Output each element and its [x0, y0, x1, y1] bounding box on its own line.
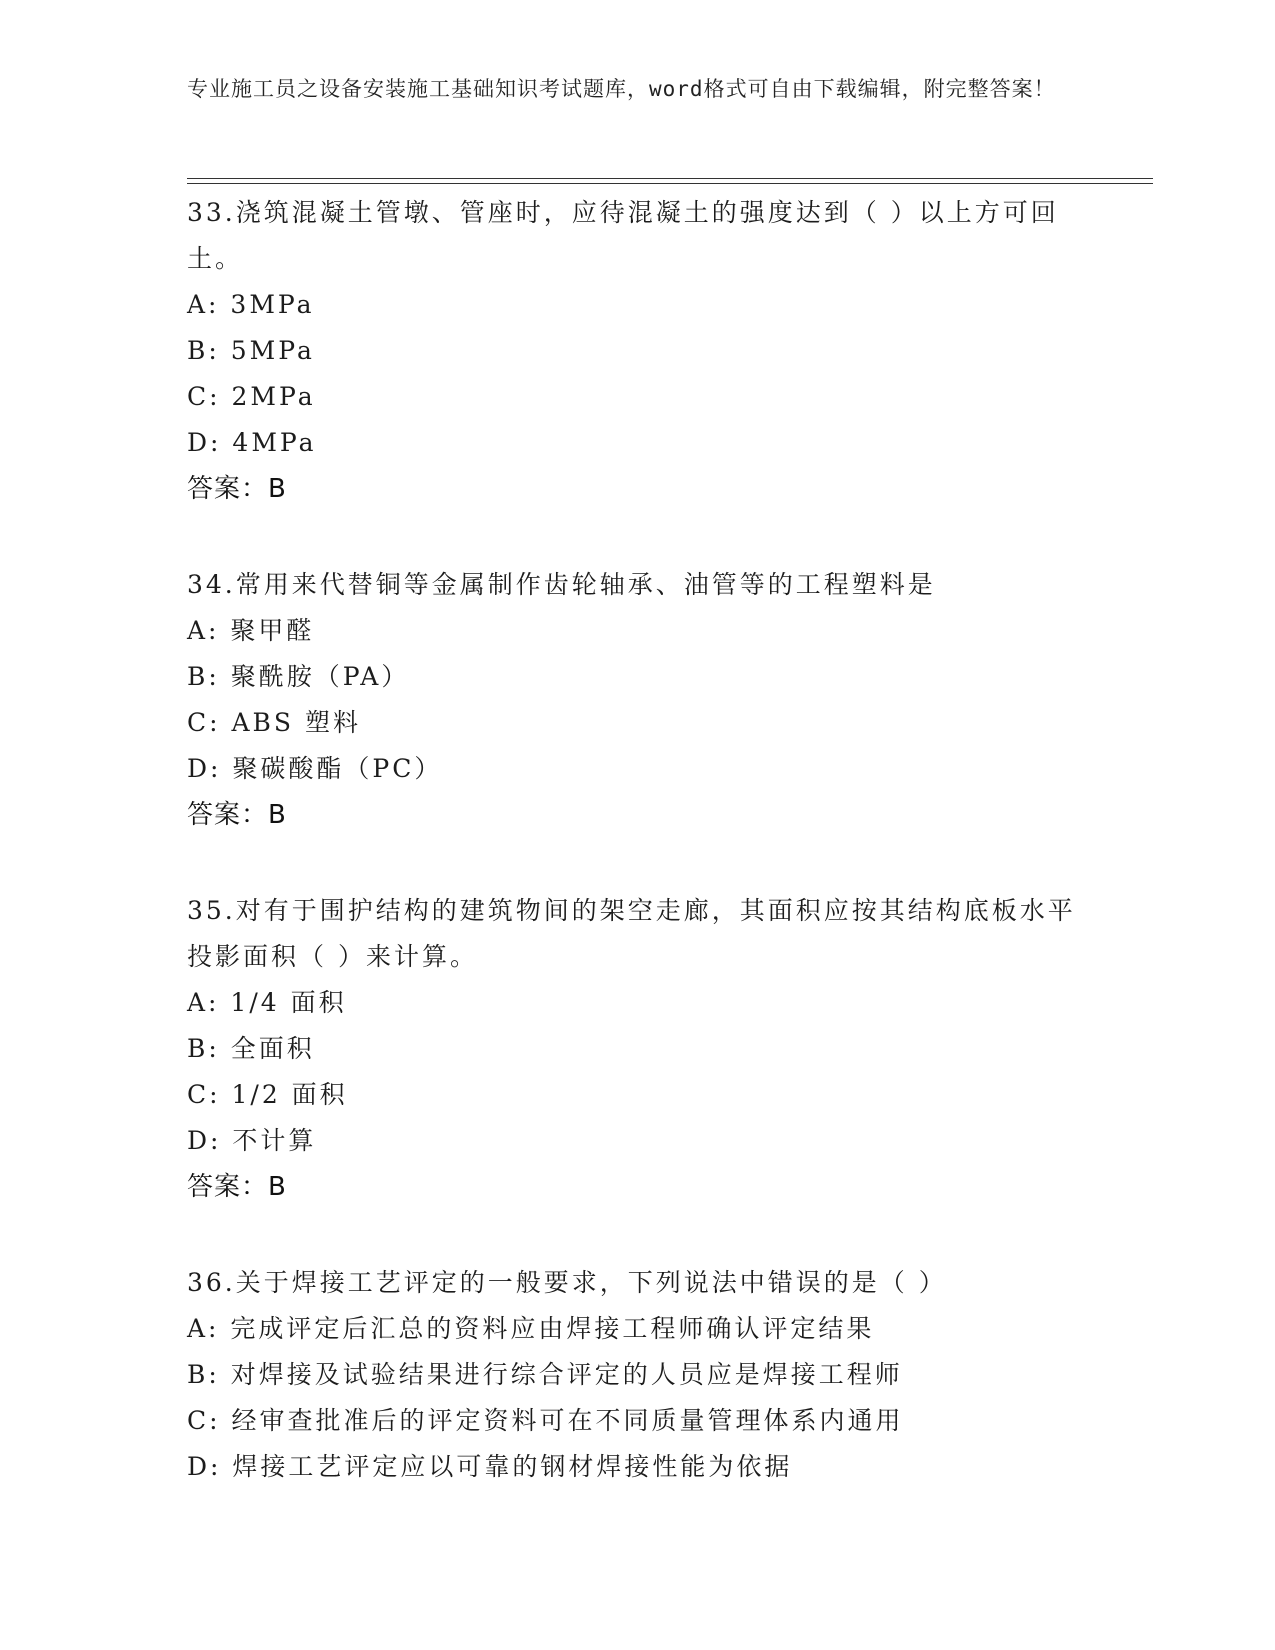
- option-a: A: 完成评定后汇总的资料应由焊接工程师确认评定结果: [187, 1314, 875, 1343]
- option-a: A: 3MPa: [187, 290, 315, 319]
- option-b: B: 全面积: [187, 1034, 315, 1063]
- header-divider-bottom: [187, 183, 1153, 184]
- answer-label: 答案：B: [187, 1172, 287, 1202]
- option-a: A: 聚甲醛: [187, 616, 315, 645]
- document-header: 专业施工员之设备安装施工基础知识考试题库，word格式可自由下载编辑，附完整答案！: [187, 77, 1056, 101]
- option-d: D: 焊接工艺评定应以可靠的钢材焊接性能为依据: [187, 1452, 793, 1481]
- header-divider-top: [187, 178, 1153, 179]
- question-list: [187, 190, 1087, 1540]
- question-35: [187, 888, 1087, 1210]
- question-text: 33.浇筑混凝土管墩、管座时，应待混凝土的强度达到（ ）以上方可回土。: [187, 198, 1059, 273]
- option-b: B: 5MPa: [187, 336, 315, 365]
- option-c: C: 经审查批准后的评定资料可在不同质量管理体系内通用: [187, 1406, 904, 1435]
- question-text: 36.关于焊接工艺评定的一般要求，下列说法中错误的是（ ）: [187, 1268, 947, 1297]
- option-c: C: 2MPa: [187, 382, 316, 411]
- option-b: B: 聚酰胺（PA）: [187, 662, 410, 691]
- option-c: C: ABS 塑料: [187, 708, 361, 737]
- question-text: 35.对有于围护结构的建筑物间的架空走廊，其面积应按其结构底板水平投影面积（ ）来计算。: [187, 896, 1076, 971]
- question-text: 34.常用来代替铜等金属制作齿轮轴承、油管等的工程塑料是: [187, 570, 936, 599]
- question-34: [187, 562, 1087, 838]
- answer-label: 答案：B: [187, 474, 287, 504]
- option-d: D: 不计算: [187, 1126, 317, 1155]
- question-36: [187, 1260, 1087, 1490]
- option-c: C: 1/2 面积: [187, 1080, 348, 1109]
- question-33: [187, 190, 1087, 512]
- option-d: D: 4MPa: [187, 428, 317, 457]
- option-b: B: 对焊接及试验结果进行综合评定的人员应是焊接工程师: [187, 1360, 903, 1389]
- answer-label: 答案：B: [187, 800, 287, 830]
- option-a: A: 1/4 面积: [187, 988, 347, 1017]
- option-d: D: 聚碳酸酯（PC）: [187, 754, 443, 783]
